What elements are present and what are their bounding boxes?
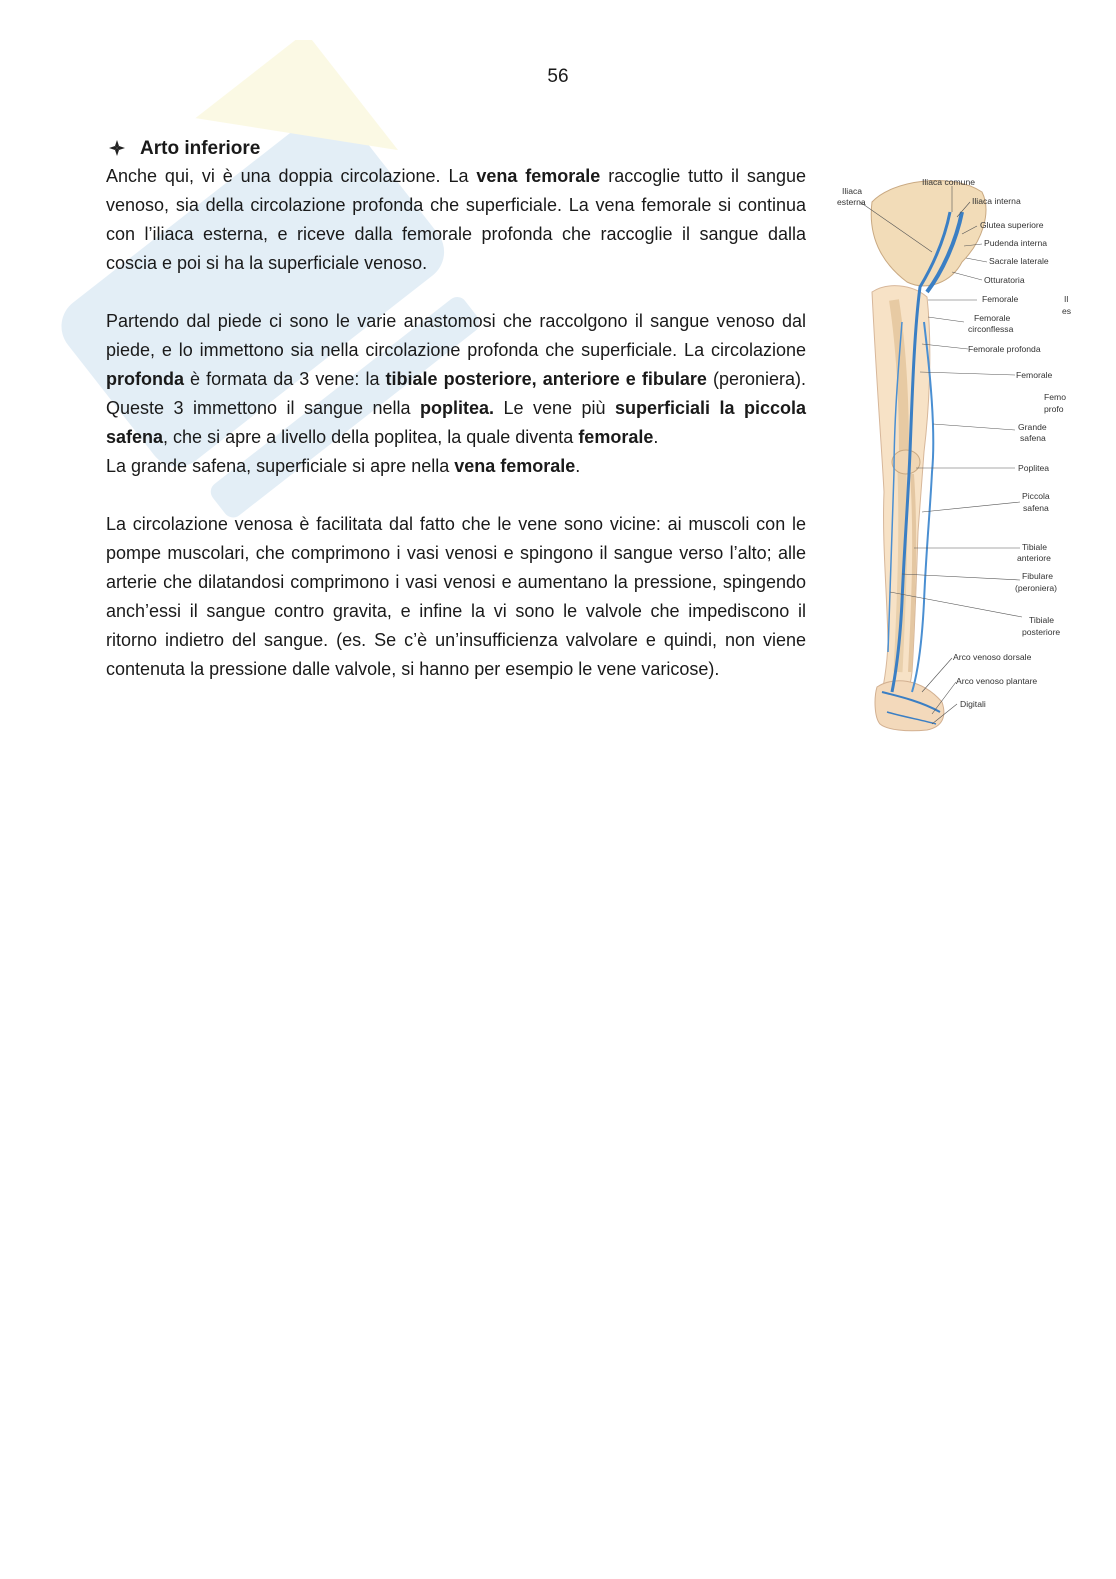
label-sacrale-laterale: Sacrale laterale <box>989 256 1049 266</box>
text-run: vena femorale <box>476 166 601 186</box>
paragraph-4 <box>106 510 806 684</box>
label-iliaca-esterna-2: esterna <box>837 197 866 207</box>
label-tibiale-posteriore-2: posteriore <box>1022 627 1061 637</box>
paragraph-3 <box>106 452 806 481</box>
text-run: Le vene più <box>494 398 615 418</box>
page-number: 56 <box>547 66 569 87</box>
text-run: tibiale posteriore, anteriore e fibulare <box>385 369 707 389</box>
label-femorale-circonflessa-1: Femorale <box>974 313 1011 323</box>
paragraph-1 <box>106 162 806 278</box>
label-fibulare-2: (peroniera) <box>1015 583 1058 593</box>
label-iliaca-comune: Iliaca comune <box>922 177 976 187</box>
label-tibiale-posteriore-1: Tibiale <box>1029 615 1054 625</box>
text-run: Anche qui, vi è una doppia circolazione. La <box>106 166 477 186</box>
text-run: Partendo dal piede ci sono le varie anastomosi che raccolgono il sangue venoso dal piede, e lo immettono sia nella circolazione profonda che superficiale. La circolazione <box>106 311 806 360</box>
diamond-bullet-icon <box>106 139 128 157</box>
label-pudenda-interna: Pudenda interna <box>984 238 1048 248</box>
text-run: . <box>653 427 659 447</box>
label-grande-safena-1: Grande <box>1018 422 1047 432</box>
label-glutea-superiore: Glutea superiore <box>980 220 1044 230</box>
label-femorale-circonflessa-2: circonflessa <box>968 324 1014 334</box>
text-run: . <box>575 456 581 476</box>
text-run: è formata da 3 vene: la <box>184 369 386 389</box>
label-tibiale-anteriore-1: Tibiale <box>1022 542 1047 552</box>
label-femorale-2: Femorale <box>1016 370 1053 380</box>
paragraph-2 <box>106 307 806 452</box>
text-run: La grande safena, superficiale si apre nella <box>106 456 455 476</box>
text-run: superficiali la piccola safena <box>106 398 807 447</box>
text-run: vena femorale <box>454 456 576 476</box>
text-run: (peroniera). Queste 3 immettono il sangue nella <box>106 369 806 418</box>
label-iliaca-esterna-1: Iliaca <box>842 186 863 196</box>
label-arco-venoso-dorsale: Arco venoso dorsale <box>953 652 1032 662</box>
label-cut-3: Femo <box>1044 392 1066 402</box>
label-fibulare-1: Fibulare <box>1022 571 1054 581</box>
label-cut-2: es <box>1062 306 1072 316</box>
text-run: , che si apre a livello della poplitea, la quale diventa <box>163 427 579 447</box>
label-poplitea: Poplitea <box>1018 463 1050 473</box>
text-run: femorale <box>578 427 654 447</box>
text-run: raccoglie tutto il sangue venoso, sia della circolazione profonda che superficiale. La vena femorale si continua con l’iliaca esterna, e riceve dalla femorale profonda che raccoglie il sangue dalla coscia e poi si ha la superficiale venoso. <box>106 166 806 273</box>
text-run: poplitea. <box>420 398 495 418</box>
section-title: Arto inferiore <box>140 137 261 159</box>
label-grande-safena-2: safena <box>1020 433 1046 443</box>
label-arco-venoso-plantare: Arco venoso plantare <box>956 676 1038 686</box>
label-piccola-safena-1: Piccola <box>1022 491 1050 501</box>
label-piccola-safena-2: safena <box>1023 503 1049 513</box>
text-run: La circolazione venosa è facilitata dal fatto che le vene sono vicine: ai muscoli con le pompe muscolari, che comprimono i vasi venosi e spingono il sangue verso l’alto; alle arterie che dilatandosi comprimono i vasi venosi e aumentano la pressione, spingendo anch’essi il sangue contro gravita, e infine la vi sono le valvole che impediscono il ritorno indietro del sangue. (es. Se c’è un’insufficienza valvolare e quindi, non viene contenuta la pressione dalle valvole, si hanno per esempio le vene varicose). <box>106 514 806 679</box>
label-femorale: Femorale <box>982 294 1019 304</box>
label-tibiale-anteriore-2: anteriore <box>1017 553 1051 563</box>
label-digitali: Digitali <box>960 699 986 709</box>
text-run: profonda <box>106 369 184 389</box>
main-content <box>106 134 806 684</box>
lower-limb-veins-illustration <box>832 172 1074 738</box>
label-iliaca-interna: Iliaca interna <box>972 196 1021 206</box>
label-cut-1: Il <box>1064 294 1069 304</box>
label-otturatoria: Otturatoria <box>984 275 1025 285</box>
label-femorale-profonda: Femorale profonda <box>968 344 1041 354</box>
section-heading <box>106 134 806 162</box>
label-cut-4: profo <box>1044 404 1064 414</box>
